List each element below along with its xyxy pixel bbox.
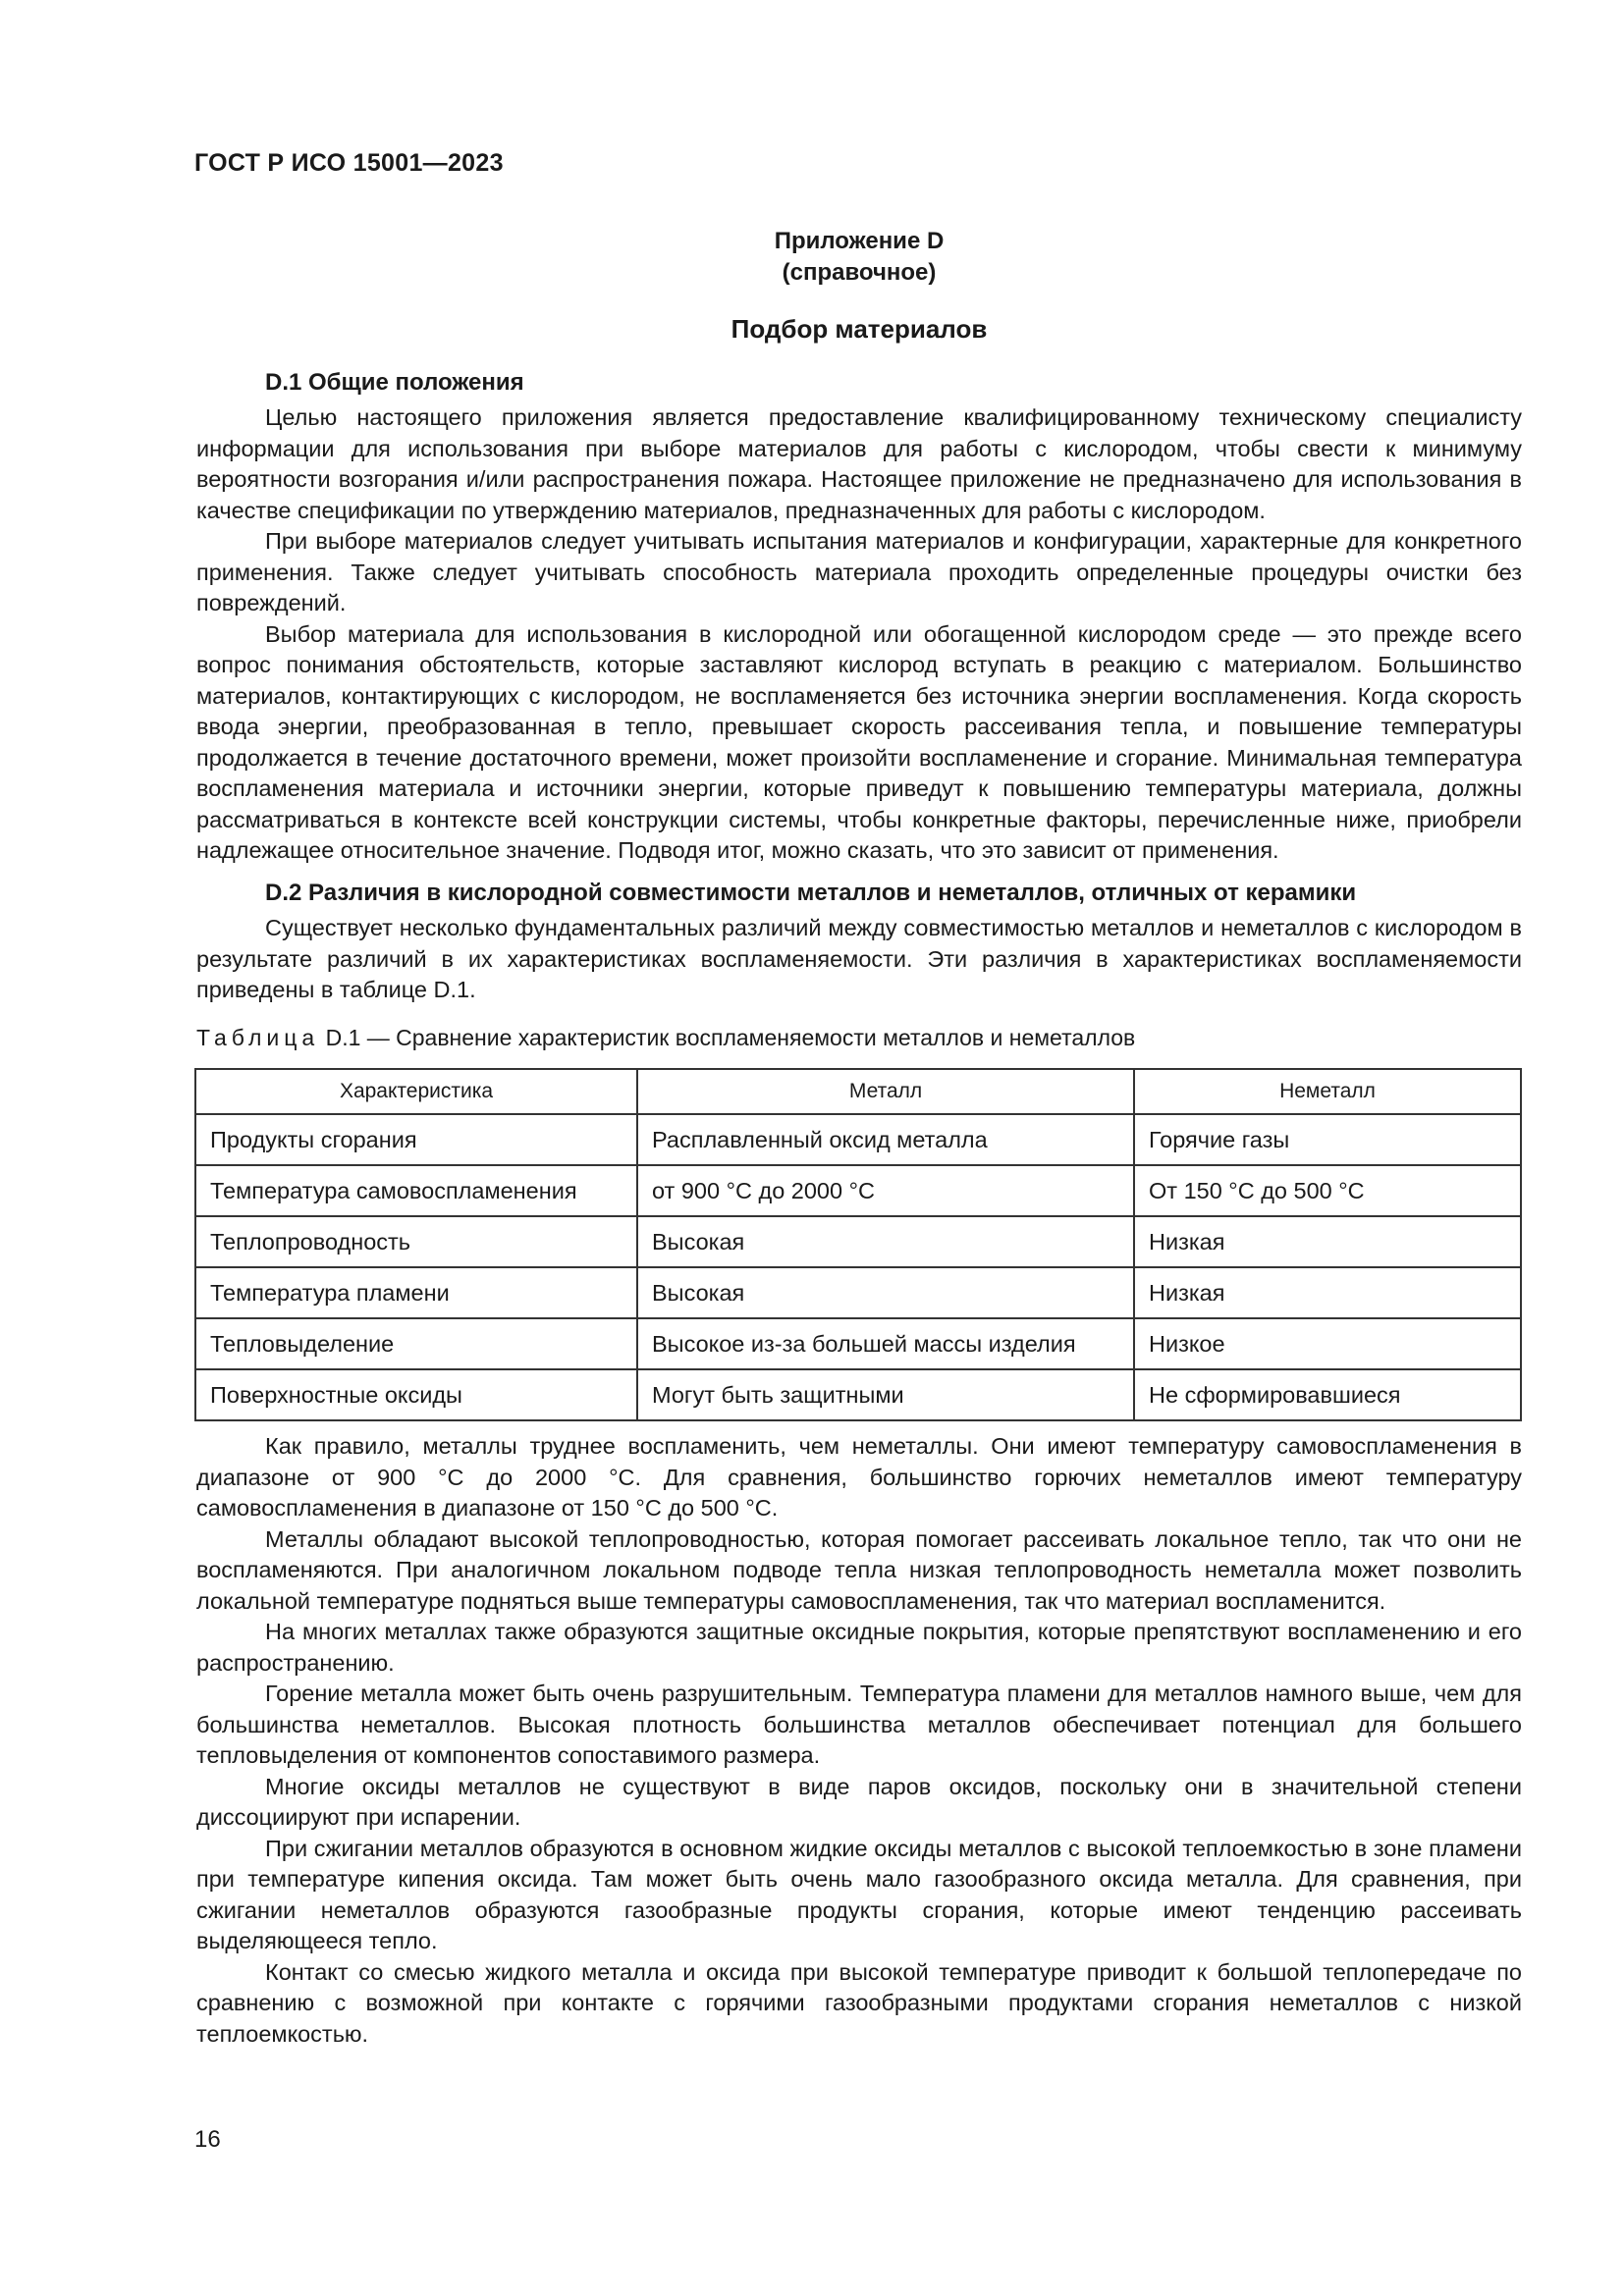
table-caption [196,1025,1135,1051]
appendix-title: Приложение D [774,228,945,254]
table-caption-text: D.1 — Сравнение характеристик воспламеняемости металлов и неметаллов [325,1025,1136,1050]
table-cell: от 900 °С до 2000 °С [637,1165,1134,1216]
table-cell: Могут быть защитными [637,1369,1134,1420]
section-title: Подбор материалов [731,314,988,344]
page-number: 16 [194,2126,221,2153]
paragraph: Выбор материала для использования в кислородной или обогащенной кислородом среде — это прежде всего вопрос понимания обстоятельств, которые заставляют кислород вступать в реакцию с материалом. Большинство материалов, контактирующих с кислородом, не воспламеняется без источника энергии воспламенения. Когда скорость ввода энергии, преобразованная в тепло, превышает скорость рассеивания тепла, и повышение температуры продолжается в течение достаточного времени, может произойти воспламенение и сгорание. Минимальная температура воспламенения материала и источники энергии, которые приведут к повышению температуры материала, должны рассматриваться в контексте всей конструкции системы, чтобы конкретные факторы, перечисленные ниже, приобрели надлежащее относительное значение. Подводя итог, можно сказать, что это зависит от применения. [196,620,1522,863]
document-header: ГОСТ Р ИСО 15001—2023 [194,149,504,177]
table-header-row [195,1069,1521,1114]
section-heading-d1: D.1 Общие положения [265,369,524,396]
column-header: Характеристика [195,1069,637,1114]
table-row [195,1267,1521,1318]
after-table-body [196,1431,1522,2050]
paragraph: Многие оксиды металлов не существуют в виде паров оксидов, поскольку они в значительной степени диссоциируют при испарении. [196,1773,1522,1830]
table-cell: Расплавленный оксид металла [637,1114,1134,1165]
column-header: Металл [637,1069,1134,1114]
table-cell: Низкая [1134,1267,1521,1318]
table-cell: Высокая [637,1216,1134,1267]
table-row [195,1318,1521,1369]
table-cell: Горячие газы [1134,1114,1521,1165]
paragraph: Контакт со смесью жидкого металла и оксида при высокой температуре приводит к большой теплопередаче по сравнению с возможной при контакте с горячими газообразными продуктами сгорания неметаллов с низкой теплоемкостью. [196,1958,1522,2047]
table-cell: Температура самовоспламенения [195,1165,637,1216]
paragraph: Металлы обладают высокой теплопроводностью, которая помогает рассеивать локальное тепло, так что они не воспламеняются. При аналогичном локальном подводе тепла низкая теплопроводность неметалла может позволить локальной температуре подняться выше температуры самовоспламенения, так что материал воспламенится. [196,1525,1522,1614]
table-row [195,1216,1521,1267]
table-cell: Высокое из-за большей массы изделия [637,1318,1134,1369]
table-cell: Не сформировавшиеся [1134,1369,1521,1420]
table-cell: Тепловыделение [195,1318,637,1369]
column-header: Неметалл [1134,1069,1521,1114]
appendix-type: (справочное) [782,259,937,286]
section-heading-d2: D.2 Различия в кислородной совместимости металлов и неметаллов, отличных от керамики [265,880,1357,906]
table-cell: От 150 °С до 500 °С [1134,1165,1521,1216]
table-cell: Продукты сгорания [195,1114,637,1165]
table-cell: Поверхностные оксиды [195,1369,637,1420]
table-cell: Теплопроводность [195,1216,637,1267]
table-row [195,1165,1521,1216]
table-cell: Высокая [637,1267,1134,1318]
paragraph: При выборе материалов следует учитывать испытания материалов и конфигурации, характерные для конкретного применения. Также следует учитывать способность материала проходить определенные процедуры очистки без повреждений. [196,528,1522,615]
paragraph: Целью настоящего приложения является предоставление квалифицированному техническому специалисту информации для использования при выборе материалов для работы с кислородом, чтобы свести к минимуму вероятности возгорания и/или распространения пожара. Настоящее приложение не предназначено для использования в качестве спецификации по утверждению материалов, предназначенных для работы с кислородом. [196,404,1522,523]
d1-body [196,402,1522,867]
table-row [195,1369,1521,1420]
table-cell: Температура пламени [195,1267,637,1318]
paragraph: Как правило, металлы труднее воспламенить, чем неметаллы. Они имеют температуру самовоспламенения в диапазоне от 900 °С до 2000 °С. Для сравнения, большинство горючих неметаллов имеют температуру самовоспламенения в диапазоне от 150 °С до 500 °С. [196,1433,1522,1521]
d2-body [196,913,1522,1006]
paragraph: При сжигании металлов образуются в основном жидкие оксиды металлов с высокой теплоемкостью в зоне пламени при температуре кипения оксида. Там может быть очень мало газообразного оксида металла. Для сравнения, при сжигании неметаллов образуются газообразные продукты сгорания, которые имеют тенденцию рассеивать выделяющееся тепло. [196,1835,1522,1953]
comparison-table [194,1068,1522,1421]
table-cell: Низкое [1134,1318,1521,1369]
table-caption-label: Таблица [196,1025,320,1050]
table-cell: Низкая [1134,1216,1521,1267]
paragraph: Существует несколько фундаментальных различий между совместимостью металлов и неметаллов с кислородом в результате различий в их характеристиках воспламеняемости. Эти различия в характеристиках воспламеняемости приведены в таблице D.1. [196,915,1522,1002]
paragraph: Горение металла может быть очень разрушительным. Температура пламени для металлов намного выше, чем для большинства неметаллов. Высокая плотность большинства металлов обеспечивает потенциал для большего тепловыделения от компонентов сопоставимого размера. [196,1681,1522,1768]
paragraph: На многих металлах также образуются защитные оксидные покрытия, которые препятствуют воспламенению и его распространению. [196,1619,1522,1676]
table-row [195,1114,1521,1165]
